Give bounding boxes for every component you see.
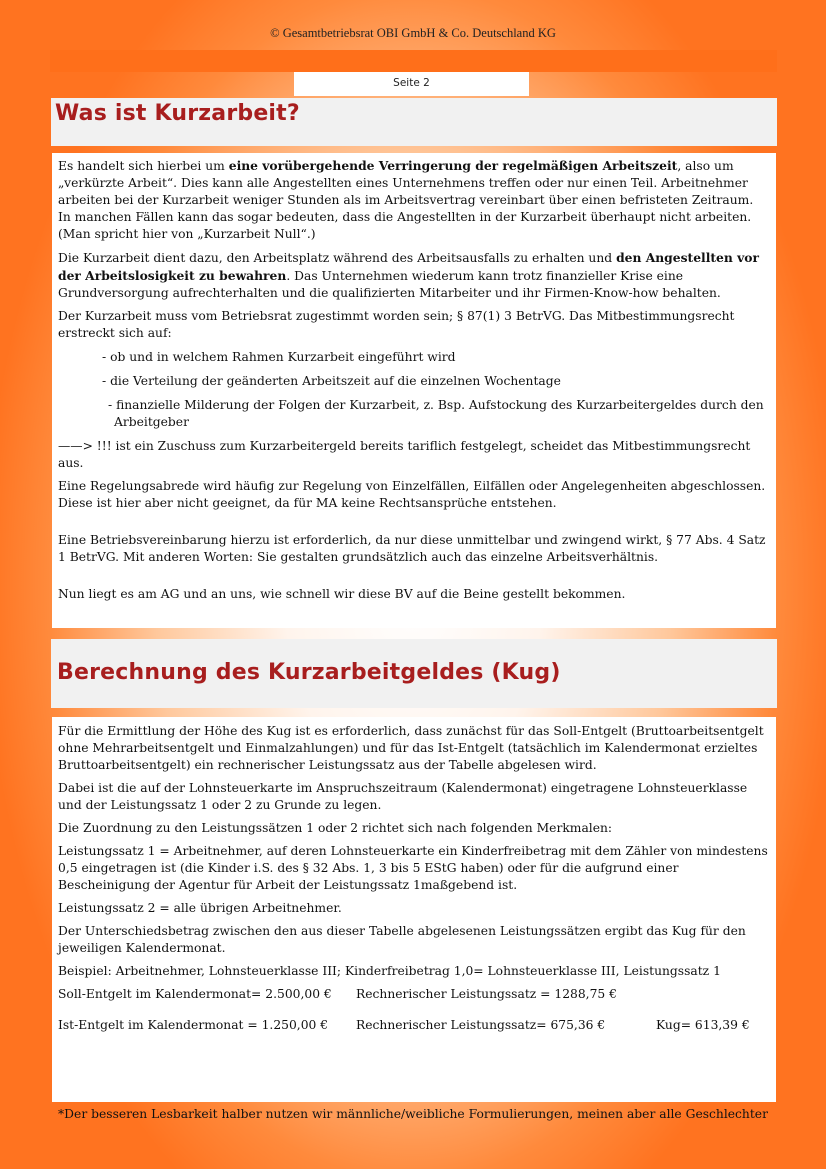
paragraph-betriebsvereinbarung: Eine Betriebsvereinbarung hierzu ist erforderlich, da nur diese unmittelbar und zwingend wirkt, § 77 Abs. 4 Satz 1 BetrVG. Mit anderen Worten: Sie gestalten grundsätzlich auch das einzelne Arbeitsverhältnis. xyxy=(58,533,766,564)
paragraph-emphasis: eine vorübergehende Verringerung der regelmäßigen Arbeitszeit xyxy=(228,158,678,173)
ist-entgelt: Ist-Entgelt im Kalendermonat = 1.250,00 € xyxy=(58,1018,329,1032)
paragraph-closing: Nun liegt es am AG und an uns, wie schnell wir diese BV auf die Beine gestellt bekommen. xyxy=(58,587,626,601)
example-row-ist xyxy=(58,1017,768,1034)
paragraph-beispiel: Beispiel: Arbeitnehmer, Lohnsteuerklasse III; Kinderfreibetrag 1,0= Lohnsteuerklasse III, Leistungssatz 1 xyxy=(58,964,721,978)
section-title-kug: Berechnung des Kurzarbeitgeldes (Kug) xyxy=(57,660,561,685)
content-box-kurzarbeit xyxy=(52,153,776,628)
page-number: Seite 2 xyxy=(294,72,529,96)
paragraph-text: , also um „verkürzte Arbeit“. Dies kann alle Angestellten eines Unternehmens treffen oder nur einen Teil. Arbeitnehmer arbeiten bei der Kurzarbeit weniger Stunden als im Arbeitsvertrag vereinbart über einen befristeten Zeitraum. In manchen Fällen kann das sogar bedeuten, dass die Angestellten in der Kurzarbeit überhaupt nicht arbeiten. (Man spricht hier von „Kurzarbeit Null“.) xyxy=(58,159,754,241)
paragraph-leistungssatz-1: Leistungssatz 1 = Arbeitnehmer, auf deren Lohnsteuerkarte ein Kinderfreibetrag mit dem Zähler von mindestens 0,5 eingetragen ist (die Kinder i.S. des § 32 Abs. 1, 3 bis 5 EStG haben) oder für die aufgrund einer Bescheinigung der Agentur für Arbeit der Leistungssatz 1maßgebend ist. xyxy=(58,844,768,892)
paragraph-zuordnung: Die Zuordnung zu den Leistungssätzen 1 oder 2 richtet sich nach folgenden Merkmalen: xyxy=(58,821,613,835)
paragraph-tarif-note: ——> !!! ist ein Zuschuss zum Kurzarbeitergeld bereits tariflich festgelegt, scheidet das Mitbestimmungsrecht aus. xyxy=(58,439,751,470)
paragraph-unterschiedsbetrag: Der Unterschiedsbetrag zwischen den aus dieser Tabelle abgelesenen Leistungssätzen ergibt das Kug für den jeweiligen Kalendermonat. xyxy=(58,924,746,955)
list-item: - finanzielle Milderung der Folgen der Kurzarbeit, z. Bsp. Aufstockung des Kurzarbeitergeldes durch den Arbeitgeber xyxy=(108,398,764,429)
paragraph-regelungsabrede: Eine Regelungsabrede wird häufig zur Regelung von Einzelfällen, Eilfällen oder Angelegenheiten abgeschlossen. Diese ist hier aber nicht geeignet, da für MA keine Rechtsansprüche entstehen. xyxy=(58,479,766,510)
soll-entgelt: Soll-Entgelt im Kalendermonat= 2.500,00 € xyxy=(58,987,332,1001)
paragraph-text: Die Kurzarbeit dient dazu, den Arbeitsplatz während des Arbeitsausfalls zu erhalten und xyxy=(58,251,617,265)
paragraph-betrvg: Der Kurzarbeit muss vom Betriebsrat zugestimmt worden sein; § 87(1) 3 BetrVG. Das Mitbestimmungsrecht erstreckt sich auf: xyxy=(58,309,735,340)
paragraph-kug-intro: Für die Ermittlung der Höhe des Kug ist es erforderlich, dass zunächst für das Soll-Entgelt (Bruttoarbeitsentgelt ohne Mehrarbeitsentgelt und Einmalzahlungen) und für das Ist-Entgelt (tatsächlich im Kalendermonat erzieltes Bruttoarbeitsentgelt) ein rechnerischer Leistungssatz aus der Tabelle abgelesen wird. xyxy=(58,724,764,772)
content-box-kug xyxy=(52,717,776,1102)
paragraph-emphasis: den Angestellten vor der Arbeitslosigkeit zu bewahren xyxy=(58,250,759,283)
section-title-box-kug xyxy=(51,639,777,708)
soll-leistungssatz: Rechnerischer Leistungssatz = 1288,75 € xyxy=(356,987,617,1001)
section-title-kurzarbeit: Was ist Kurzarbeit? xyxy=(55,101,300,126)
kug-result: Kug= 613,39 € xyxy=(656,1018,750,1032)
paragraph-lohnsteuerklasse: Dabei ist die auf der Lohnsteuerkarte im Anspruchszeitraum (Kalendermonat) eingetragene Lohnsteuerklasse und der Leistungssatz 1 oder 2 zu Grunde zu legen. xyxy=(58,781,748,812)
ist-leistungssatz: Rechnerischer Leistungssatz= 675,36 € xyxy=(356,1018,606,1032)
list-item: - die Verteilung der geänderten Arbeitszeit auf die einzelnen Wochentage xyxy=(102,374,561,388)
paragraph-leistungssatz-2: Leistungssatz 2 = alle übrigen Arbeitnehmer. xyxy=(58,901,342,915)
copyright-header: © Gesamtbetriebsrat OBI GmbH & Co. Deutschland KG xyxy=(270,26,556,40)
paragraph-text: . Das Unternehmen wiederum kann trotz finanzieller Krise eine Grundversorgung aufrechterhalten und die qualifizierten Mitarbeiter und ihr Firmen-Know-how behalten. xyxy=(58,269,721,300)
header-bar xyxy=(50,50,777,72)
paragraph-definition xyxy=(58,157,768,243)
paragraph-purpose xyxy=(58,249,768,302)
section-title-box-kurzarbeit xyxy=(51,98,777,146)
example-row-soll xyxy=(58,986,768,1003)
paragraph-text: Es handelt sich hierbei um xyxy=(58,159,229,173)
list-item: - ob und in welchem Rahmen Kurzarbeit eingeführt wird xyxy=(102,350,456,364)
footer-note: *Der besseren Lesbarkeit halber nutzen wir männliche/weibliche Formulierungen, meinen aber alle Geschlechter xyxy=(58,1107,768,1121)
